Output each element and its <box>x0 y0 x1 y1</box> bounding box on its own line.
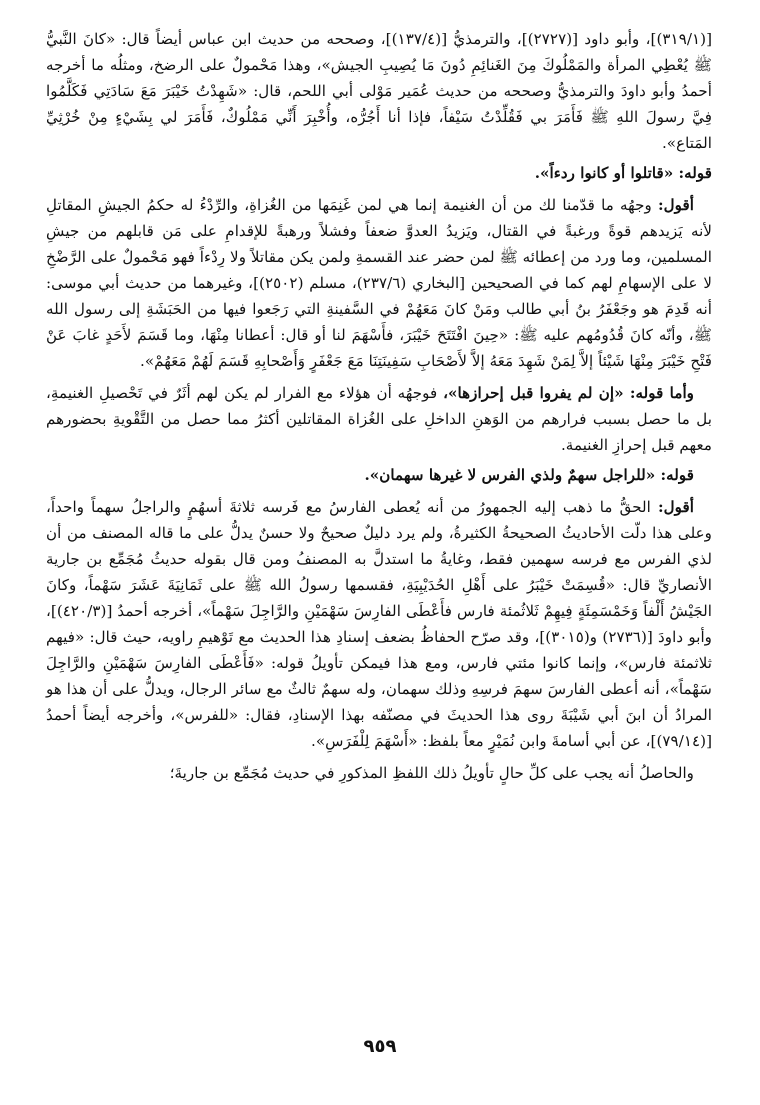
paragraph-al-hasil <box>46 760 712 786</box>
paragraph-lead: أقول: <box>658 196 694 214</box>
paragraph-text: فوجهُه أن هؤلاء مع الفرار لم يكن لهم أثَرٌ في تَحْصيلِ الغنيمةِ، بل ما حصل بسبب فرارهم من الوَهنِ الداخلِ على الغُزاة المقاتلين أكثرُ مما حصل من التَّقْويةِ بحضورهم معهم قبل إحرازِ الغنيمة. <box>46 384 712 454</box>
heading-qawluhu-rajil <box>46 462 712 488</box>
paragraph-text: وجهُه ما قدّمنا لك من أن الغنيمة إنما هي لمن غَنِمَها من الغُزاةِ، والرِّدْءُ له حكمُ الجيشِ المقاتلِ لأنه يَزيدهم قوةً ورغبةً في القتال، ويَزيدُ العدوَّ ضعفاً وفشلاً ورهبةً للإقدامِ على مَن قابلهم من جيشِ المسلمين، وما ورد من إعطائه ﷺ لمن حضر عند القسمةِ ولمن يكن مقاتلاً ولا رِدْءاً فهو مَحْمولٌ على الرَّضْخِ لا على الإسهامِ لهم كما في الصحيحين [البخاري (٢٣٧/٦)، مسلم (٢٥٠٢)]، وغيرهما من حديث أبي موسى: أنه قَدِمَ هو وجَعْفَرُ بنُ أبي طالب ومَنْ كانَ مَعَهُمْ في السَّفينةِ التي رَجَعوا فيها من الحَبَشَةِ إلى رسول الله ﷺ، وأنّه كانَ قُدُومُهم عليه ﷺ: «حِينَ افْتَتَحَ خَيْبَرَ، فأَسْهَمَ لنا أو قال: أعطانا مِنْهَا، وما قَسَمَ لأَحَدٍ غابَ عَنْ فَتْحِ خَيْبَرَ مِنْهَا شَيْئاً إلاَّ لِمَنْ شَهِدَ مَعَهُ إلاَّ لأَصْحَابِ سَفِينَتِنَا مَعَ جَعْفَرٍ وَأَصْحابِهِ قَسَمَ لَهُمْ مَعَهُمْ». <box>46 196 713 370</box>
page-number: ٩٥٩ <box>363 1036 397 1057</box>
heading-qawluhu-radaa <box>46 160 712 186</box>
paragraph-lead: وأما قوله: «إن لم يفروا قبل إحرازها»، <box>443 384 695 402</box>
paragraph-lead: قوله: «قاتلوا أو كانوا ردءاً». <box>534 164 712 182</box>
paragraph-text: والحاصلُ أنه يجب على كلِّ حالٍ تأويلُ ذلك اللفظِ المذكورِ في حديث مُجَمِّع بن جاريةَ؛ <box>169 764 694 782</box>
paragraph-hadith-ibn-abbas <box>46 26 712 156</box>
paragraph-text: الحقُّ ما ذهب إليه الجمهورُ من أنه يُعطى الفارسُ مع فَرسه ثلاثةَ أسهُمٍ والراجلُ سهماً واحداً، وعلى هذا دلّت الأحاديثُ الصحيحةُ الكثيرةُ، ولم يرد دليلٌ صحيحٌ ولا حسنٌ يدلُّ على ما قاله المصنف من أن لذي الفرس مع فرسه سهمين فقط، وغايةُ ما استدلَّ به المصنفُ ومن قال بقوله حديثُ مُجَمِّع بن جارية الأنصاريِّ قال: «قُسِمَتْ خَيْبَرُ على أَهْلِ الحُدَيْبِيَةِ، فقسمها رسولُ الله ﷺ على ثَمَانِيَةَ عَشَرَ سَهْماً، وكانَ الجَيْشُ أَلْفاً وَخَمْسَمِئَةٍ فِيهِمْ ثَلاثُمئة فارس فأَعْطَى الفارِسَ سَهْمَيْنِ والرَّاجِلَ سَهْماً»، أخرجه أحمدُ [(٤٢٠/٣)]، وأبو داودَ [(٢٧٣٦) و(٣٠١٥)]، وقد صرّح الحفاظُ بضعف إسنادِ هذا الحديث مع تَوْهيمِ راويه، حيث قال: «فيهم ثلاثمئة فارس»، وإنما كانوا مئتي فارس، ومع هذا فيمكن تأويلُ قوله: «فَأَعْطَى الفارِسَ سَهْمَيْنِ والرَّاجِلَ سَهْماً»، أنه أعطى الفارسَ سهمَ فرسِهِ وذلك سهمان، وله سهمٌ ثالثٌ مع سائر الرجال، ويدلُّ على أن هذا هو المرادُ أن ابنَ أبي شَيْبَةَ روى هذا الحديثَ في مصنّفه بهذا الإسنادِ، فقال: «للفرس»، وأخرجه أيضاً أحمدُ [(٧٩/١٤)]، عن أبي أسامةَ وابن نُمَيْرٍ معاً بلفظ: «أَسْهَمَ لِلْفَرَسِ». <box>46 498 712 750</box>
paragraph-lead: قوله: «للراجل سهمٌ ولذي الفرس لا غيرها سهمان». <box>364 466 694 484</box>
paragraph-aqul-haqq <box>46 494 712 754</box>
paragraph-wa-amma-qawluhu <box>46 380 712 458</box>
paragraph-text: [(٣١٩/١)]، وأبو داود [(٢٧٢٧)]، والترمذيُّ [(١٣٧/٤)]، وصححه من حديث ابن عباس أيضاً قال: «كانَ النَّبيُّ ﷺ يُعْطِي المرأة والمَمْلُوكَ مِنَ الغَنائِمِ دُونَ مَا يُصِيبِ الجيش»، وهذا مَحْمولٌ على الرضخ، ومثلُه ما أخرجه أحمدُ وأبو داودَ والترمذيُّ وصححه من حديث عُمَير مَوْلى أبي اللحم، قال: «شَهِدْتُ خَيْبَرَ مَعَ سَادَتِي فَكَلَّمُوا فِيَّ رسولَ اللهِ ﷺ فَأَمَرَ بي فَقُلِّدْتُ سَيْفاً، فإذا أنا أَجُرُّه، وأُخْبِرَ أَنِّي مَمْلُوكٌ، فَأَمَرَ لي بِشَيْءٍ مِنْ خُرْثِيِّ المَتاع». <box>46 30 712 152</box>
paragraph-lead: أقول: <box>658 498 694 516</box>
paragraph-aqul-radaa <box>46 192 712 374</box>
